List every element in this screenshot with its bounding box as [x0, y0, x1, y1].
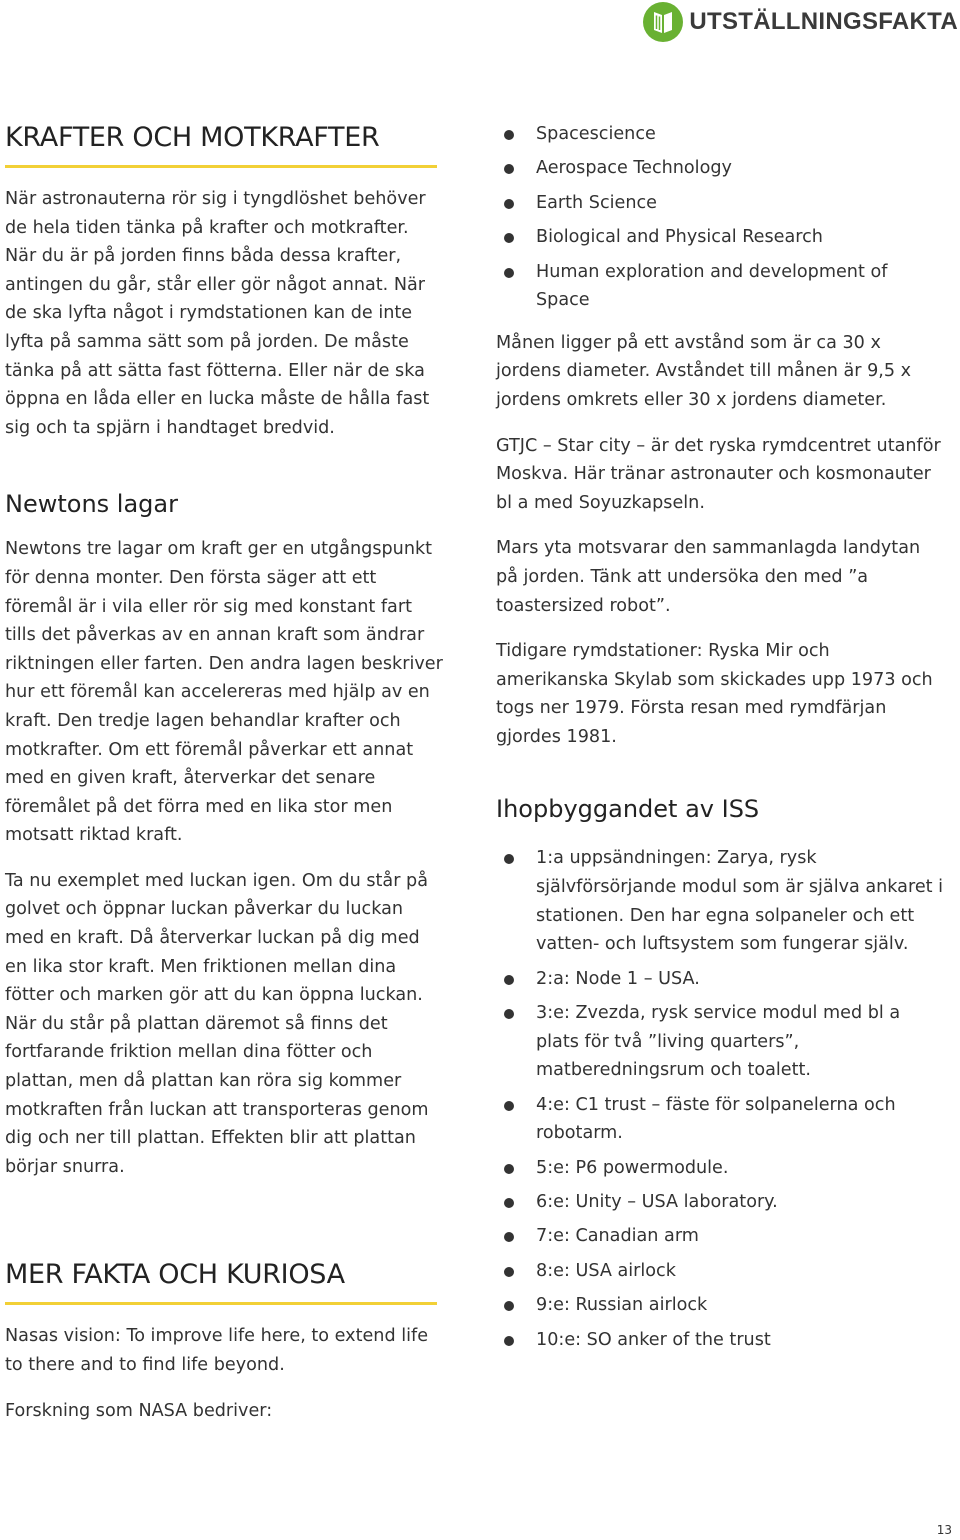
fact-moon: Månen ligger på ett avstånd som är ca 30 x jordens diameter. Avståndet till månen är 9,5 x jordens omkrets eller 30 x jordens diameter.: [496, 332, 912, 410]
list-item: 3:e: Zvezda, rysk service modul med bl a plats för två ”living quarters”, matberedningsrum och toalett.: [496, 999, 946, 1085]
bullet-icon: [504, 1009, 514, 1019]
fact-stations: Tidigare rymdstationer: Ryska Mir och amerikanska Skylab som skickades upp 1973 och togs ner 1979. Första resan med rymdfärjan gjordes 1981.: [496, 641, 933, 747]
bullet-icon: [504, 199, 514, 209]
heading-mer-fakta: MER FAKTA OCH KURIOSA: [5, 1259, 345, 1291]
list-item: Human exploration and development of Space: [496, 258, 946, 315]
bullet-icon: [504, 854, 514, 864]
iss-list: [496, 844, 946, 1354]
research-intro: Forskning som NASA bedriver:: [5, 1400, 273, 1421]
bullet-icon: [504, 1232, 514, 1242]
yellow-rule: [5, 165, 437, 168]
brand-name: UTSTÄLLNINGSFAKTA: [689, 8, 958, 35]
list-item: 6:e: Unity – USA laboratory.: [496, 1188, 946, 1217]
list-item: Aerospace Technology: [496, 154, 946, 183]
list-item: 9:e: Russian airlock: [496, 1291, 946, 1320]
research-list: [496, 120, 946, 315]
list-item: Earth Science: [496, 189, 946, 218]
heading-newtons-lagar: Newtons lagar: [5, 490, 178, 519]
list-item: 5:e: P6 powermodule.: [496, 1154, 946, 1183]
heading-iss: Ihopbyggandet av ISS: [496, 795, 760, 824]
list-item: 10:e: SO anker of the trust: [496, 1326, 946, 1355]
bullet-icon: [504, 1101, 514, 1111]
left-column: [5, 116, 445, 1425]
book-logo-icon: [643, 2, 683, 42]
bullet-icon: [504, 1301, 514, 1311]
bullet-icon: [504, 130, 514, 140]
bullet-icon: [504, 233, 514, 243]
brand-logo: [643, 2, 958, 42]
bullet-icon: [504, 1336, 514, 1346]
bullet-icon: [504, 268, 514, 278]
vision-paragraph: Nasas vision: To improve life here, to extend life to there and to find life beyond.: [5, 1326, 429, 1375]
list-item: 7:e: Canadian arm: [496, 1222, 946, 1251]
bullet-icon: [504, 1267, 514, 1277]
page-number: 13: [936, 1523, 952, 1537]
list-item: 8:e: USA airlock: [496, 1257, 946, 1286]
newton-paragraph: Newtons tre lagar om kraft ger en utgångspunkt för denna monter. Den första säger att ett föremål är i vila eller rör sig med konstant fart tills det påverkas av en annan kraft som ändrar riktningen eller farten. Den andra lagen beskriver hur ett föremål kan accelereras med hjälp av en kraft. Den tredje lagen behandlar krafter och motkrafter. Om ett föremål påverkar ett annat med en given kraft, återverkar det senare föremålet på det förra med en lika stor men motsatt riktad kraft.: [5, 539, 443, 846]
list-item: Spacescience: [496, 120, 946, 149]
fact-mars: Mars yta motsvarar den sammanlagda landytan på jorden. Tänk att undersöka den med ”a toastersized robot”.: [496, 538, 921, 616]
bullet-icon: [504, 1164, 514, 1174]
list-item: Biological and Physical Research: [496, 223, 946, 252]
right-column: [496, 120, 946, 1360]
list-item: 4:e: C1 trust – fäste för solpanelerna och robotarm.: [496, 1091, 946, 1148]
list-item: 2:a: Node 1 – USA.: [496, 965, 946, 994]
bullet-icon: [504, 975, 514, 985]
yellow-rule: [5, 1302, 437, 1305]
bullet-icon: [504, 1198, 514, 1208]
example-paragraph: Ta nu exemplet med luckan igen. Om du står på golvet och öppnar luckan påverkar du luckan med en kraft. Då återverkar luckan på dig med en lika stor kraft. Men friktionen mellan dina fötter och marken gör att du kan öppna luckan. När du står på plattan däremot så finns det fortfarande friktion mellan dina fötter och plattan, men då plattan kan röra sig kommer motkraften från luckan att transporteras genom dig och ner till plattan. Effekten blir att plattan börjar snurra.: [5, 870, 429, 1177]
list-item: 1:a uppsändningen: Zarya, rysk självförsörjande modul som är själva ankaret i stationen. Den har egna solpaneler och ett vatten- och luftsystem som fungerar själv.: [496, 844, 946, 958]
fact-star-city: GTJC – Star city – är det ryska rymdcentret utanför Moskva. Här tränar astronauter och kosmonauter bl a med Soyuzkapseln.: [496, 435, 941, 513]
intro-paragraph: När astronauterna rör sig i tyngdlöshet behöver de hela tiden tänka på krafter och motkrafter. När du är på jorden finns båda dessa krafter, antingen du går, står eller gör något annat. När de ska lyfta något i rymdstationen kan de inte lyfta på samma sätt som på jorden. De måste tänka på att sätta fast fötterna. Eller när de ska öppna en låda eller en lucka måste de hålla fast sig och ta spjärn i handtaget bredvid.: [5, 189, 430, 438]
bullet-icon: [504, 164, 514, 174]
heading-krafter: KRAFTER OCH MOTKRAFTER: [5, 122, 380, 153]
